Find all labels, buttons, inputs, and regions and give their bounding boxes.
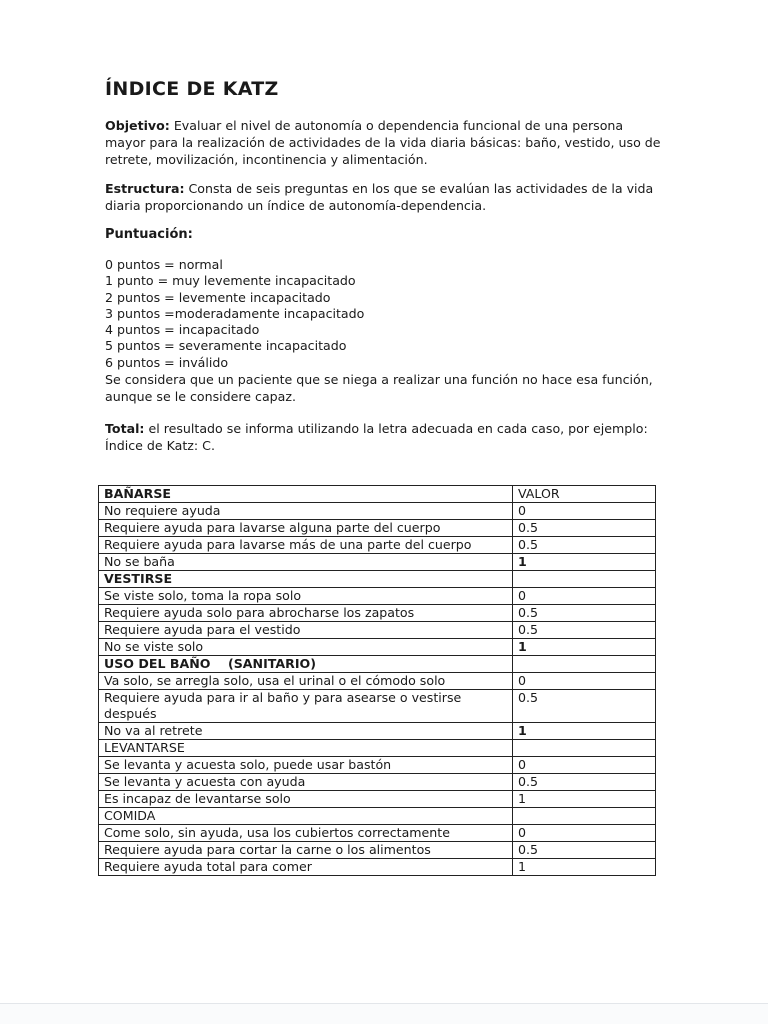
item-cell: Requiere ayuda para lavarse alguna parte del cuerpo — [99, 520, 513, 537]
table-row — [99, 825, 656, 842]
table-row — [99, 673, 656, 690]
scoring-line: 6 puntos = inválido — [105, 354, 229, 370]
scoring-heading: Puntuación: — [105, 227, 193, 242]
table-row — [99, 503, 656, 520]
value-cell: 1 — [513, 859, 656, 876]
table-row — [99, 605, 656, 622]
item-cell: Se levanta y acuesta solo, puede usar bastón — [99, 757, 513, 774]
item-cell: Requiere ayuda para cortar la carne o los alimentos — [99, 842, 513, 859]
item-cell: Va solo, se arregla solo, usa el urinal o el cómodo solo — [99, 673, 513, 690]
scoring-line: 3 puntos =moderadamente incapacitado — [105, 305, 365, 321]
objective-text: Evaluar el nivel de autonomía o dependencia funcional de una persona mayor para la realización de actividades de la vida diaria básicas: baño, vestido, uso de retrete, movilización, incontinencia y alimentación. — [105, 118, 661, 167]
total-text: el resultado se informa utilizando la letra adecuada en cada caso, por ejemplo: Índice de Katz: C. — [105, 421, 648, 454]
value-cell: 0.5 — [513, 690, 656, 723]
structure-label: Estructura: — [105, 181, 185, 196]
value-cell: 1 — [513, 639, 656, 656]
table-row — [99, 537, 656, 554]
section-name: BAÑARSE — [99, 486, 513, 503]
item-cell: No va al retrete — [99, 723, 513, 740]
value-cell: 1 — [513, 554, 656, 571]
item-cell: Requiere ayuda para el vestido — [99, 622, 513, 639]
item-cell: Requiere ayuda para ir al baño y para asearse o vestirse después — [99, 690, 513, 723]
table-row — [99, 723, 656, 740]
table-row — [99, 554, 656, 571]
item-cell: Requiere ayuda para lavarse más de una parte del cuerpo — [99, 537, 513, 554]
value-cell: 1 — [513, 791, 656, 808]
table-row — [99, 639, 656, 656]
value-column-header: VALOR — [513, 486, 656, 503]
table-section-header — [99, 486, 656, 503]
value-cell: 0 — [513, 503, 656, 520]
table-row — [99, 791, 656, 808]
value-cell: 0 — [513, 673, 656, 690]
value-column-header — [513, 571, 656, 588]
total-label: Total: — [105, 421, 145, 437]
section-name: VESTIRSE — [99, 571, 513, 588]
item-cell: No se viste solo — [99, 639, 513, 656]
section-name: LEVANTARSE — [99, 740, 513, 757]
value-cell: 0.5 — [513, 537, 656, 554]
value-column-header — [513, 740, 656, 757]
section-name: USO DEL BAÑO (SANITARIO) — [99, 656, 513, 673]
objective-paragraph — [105, 117, 665, 168]
value-column-header — [513, 656, 656, 673]
item-cell: Se levanta y acuesta con ayuda — [99, 774, 513, 791]
value-column-header — [513, 808, 656, 825]
value-cell: 0.5 — [513, 774, 656, 791]
structure-paragraph — [105, 180, 665, 214]
table-row — [99, 622, 656, 639]
item-cell: Se viste solo, toma la ropa solo — [99, 588, 513, 605]
item-cell: Es incapaz de levantarse solo — [99, 791, 513, 808]
item-cell: Requiere ayuda total para comer — [99, 859, 513, 876]
scoring-line: 5 puntos = severamente incapacitado — [105, 338, 347, 354]
table-section-header — [99, 740, 656, 757]
table-section-header — [99, 808, 656, 825]
table-row — [99, 588, 656, 605]
value-cell: 0.5 — [513, 842, 656, 859]
viewer-background — [0, 1004, 768, 1024]
document-title: ÍNDICE DE KATZ — [105, 78, 279, 100]
scoring-line: 1 punto = muy levemente incapacitado — [105, 273, 356, 289]
table-row — [99, 757, 656, 774]
total-paragraph — [105, 420, 665, 454]
katz-table — [98, 485, 656, 876]
table-row — [99, 690, 656, 723]
scoring-line: 0 puntos = normal — [105, 257, 223, 272]
item-cell: Come solo, sin ayuda, usa los cubiertos correctamente — [99, 825, 513, 842]
value-cell: 0.5 — [513, 520, 656, 537]
objective-label: Objetivo: — [105, 118, 170, 133]
section-name: COMIDA — [99, 808, 513, 825]
table-section-header — [99, 656, 656, 673]
table-row — [99, 859, 656, 876]
table-row — [99, 842, 656, 859]
value-cell: 0 — [513, 757, 656, 774]
value-cell: 0.5 — [513, 605, 656, 622]
value-cell: 0 — [513, 588, 656, 605]
value-cell: 1 — [513, 723, 656, 740]
document-body — [105, 78, 665, 462]
scoring-line: 2 puntos = levemente incapacitado — [105, 289, 331, 305]
table-row — [99, 774, 656, 791]
item-cell: No requiere ayuda — [99, 503, 513, 520]
scoring-note: Se considera que un paciente que se niega a realizar una función no hace esa función, aunque se le considere capaz. — [105, 372, 653, 405]
value-cell: 0 — [513, 825, 656, 842]
table-row — [99, 520, 656, 537]
scoring-line: 4 puntos = incapacitado — [105, 322, 260, 338]
item-cell: Requiere ayuda solo para abrocharse los zapatos — [99, 605, 513, 622]
item-cell: No se baña — [99, 554, 513, 571]
value-cell: 0.5 — [513, 622, 656, 639]
scoring-list — [105, 257, 665, 371]
table-section-header — [99, 571, 656, 588]
structure-text: Consta de seis preguntas en los que se evalúan las actividades de la vida diaria proporcionando un índice de autonomía-dependencia. — [105, 181, 654, 213]
